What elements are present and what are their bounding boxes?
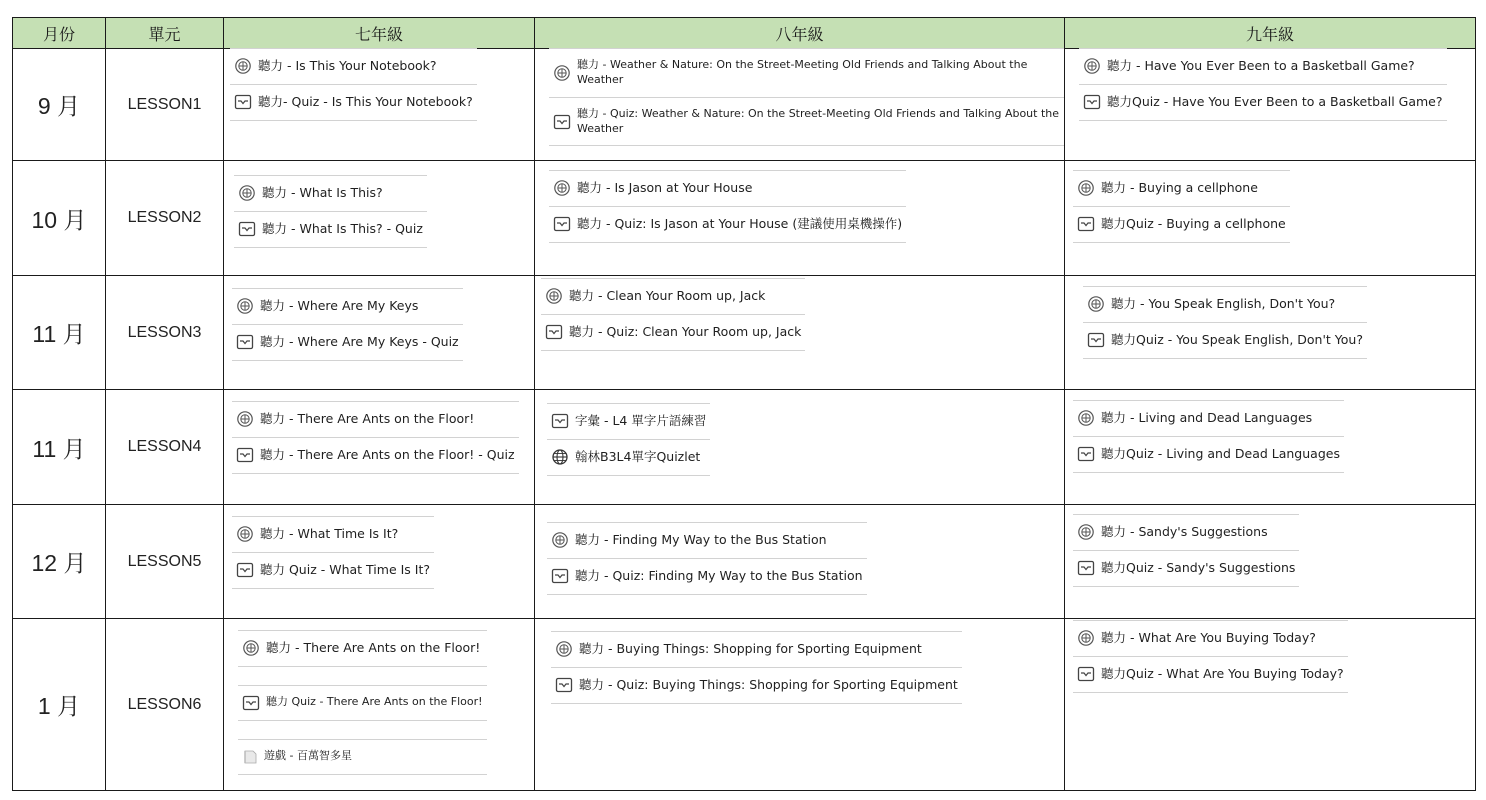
activity-link[interactable] bbox=[230, 48, 477, 85]
activity-link[interactable] bbox=[551, 667, 962, 704]
activity-list bbox=[1073, 515, 1299, 587]
activity-link[interactable] bbox=[232, 324, 463, 361]
header-grade-7: 七年級 bbox=[224, 18, 535, 49]
grade-7-activities-cell bbox=[224, 390, 535, 505]
activity-link[interactable] bbox=[232, 516, 434, 553]
activity-list bbox=[232, 289, 463, 361]
quiz-icon bbox=[551, 413, 569, 429]
lesson-row bbox=[13, 619, 1476, 791]
activity-list bbox=[238, 631, 487, 775]
activity-label: 聽力 - Sandy's Suggestions bbox=[1101, 524, 1268, 539]
activity-list bbox=[1073, 171, 1290, 243]
listening-icon bbox=[236, 298, 254, 314]
quiz-icon bbox=[236, 447, 254, 463]
quiz-icon bbox=[1087, 332, 1105, 348]
activity-link[interactable] bbox=[551, 631, 962, 668]
activity-label: 聽力 - Is This Your Notebook? bbox=[258, 58, 437, 73]
quiz-icon bbox=[1077, 666, 1095, 682]
quiz-icon bbox=[236, 562, 254, 578]
activity-link[interactable] bbox=[547, 403, 710, 440]
header-grade-8: 八年級 bbox=[535, 18, 1065, 49]
grade-9-activities-cell bbox=[1065, 390, 1476, 505]
listening-icon bbox=[553, 180, 571, 196]
grade-7-activities-cell bbox=[224, 505, 535, 619]
activity-label: 聽力 - There Are Ants on the Floor! bbox=[266, 640, 481, 655]
header-month: 月份 bbox=[13, 18, 106, 49]
activity-list bbox=[1073, 621, 1348, 693]
unit-cell: LESSON2 bbox=[106, 161, 224, 276]
listening-icon bbox=[555, 641, 573, 657]
activity-list bbox=[232, 402, 519, 474]
activity-link[interactable] bbox=[549, 206, 906, 243]
activity-label: 聽力 Quiz - There Are Ants on the Floor! bbox=[266, 695, 483, 709]
activity-link[interactable] bbox=[234, 175, 427, 212]
activity-label: 聽力 - Clean Your Room up, Jack bbox=[569, 288, 766, 303]
activity-list bbox=[230, 49, 477, 121]
activity-list bbox=[1083, 287, 1367, 359]
activity-list bbox=[232, 517, 434, 589]
unit-cell: LESSON5 bbox=[106, 505, 224, 619]
activity-label: 聽力Quiz - Buying a cellphone bbox=[1101, 215, 1286, 231]
listening-icon bbox=[1077, 180, 1095, 196]
activity-label: 聽力 - Living and Dead Languages bbox=[1101, 410, 1313, 425]
lesson-row bbox=[13, 390, 1476, 505]
activity-link[interactable] bbox=[1073, 550, 1299, 587]
activity-list bbox=[541, 279, 805, 351]
activity-label: 聽力 - What Time Is It? bbox=[260, 526, 399, 541]
month-cell: 10 月 bbox=[13, 161, 106, 276]
listening-icon bbox=[236, 411, 254, 427]
grade-8-activities-cell bbox=[535, 276, 1065, 390]
activity-list bbox=[1073, 401, 1344, 473]
activity-label: 聽力 - Finding My Way to the Bus Station bbox=[575, 532, 827, 547]
quiz-icon bbox=[1077, 216, 1095, 232]
lesson-row bbox=[13, 276, 1476, 390]
quiz-icon bbox=[545, 324, 563, 340]
activity-link[interactable] bbox=[232, 288, 463, 325]
activity-link[interactable] bbox=[547, 558, 867, 595]
activity-link[interactable] bbox=[1073, 400, 1344, 437]
quiz-icon bbox=[236, 334, 254, 350]
listening-icon bbox=[551, 532, 569, 548]
listening-icon bbox=[545, 288, 563, 304]
month-cell: 11 月 bbox=[13, 276, 106, 390]
activity-label: 聽力Quiz - Sandy's Suggestions bbox=[1101, 559, 1296, 575]
activity-link[interactable] bbox=[547, 522, 867, 559]
activity-link[interactable] bbox=[1083, 322, 1367, 359]
unit-cell: LESSON6 bbox=[106, 619, 224, 791]
header-row bbox=[13, 18, 1476, 49]
activity-label: 聽力 - Buying a cellphone bbox=[1101, 180, 1258, 195]
grade-8-activities-cell bbox=[535, 390, 1065, 505]
month-cell: 11 月 bbox=[13, 390, 106, 505]
activity-label: 聽力Quiz - You Speak English, Don't You? bbox=[1111, 331, 1363, 347]
activity-label: 聽力 Quiz - What Time Is It? bbox=[260, 561, 431, 577]
listening-icon bbox=[242, 640, 260, 656]
quiz-icon bbox=[1083, 94, 1101, 110]
activity-link[interactable] bbox=[234, 211, 427, 248]
grade-8-activities-cell bbox=[535, 161, 1065, 276]
unit-cell: LESSON3 bbox=[106, 276, 224, 390]
month-cell: 1 月 bbox=[13, 619, 106, 791]
activity-list bbox=[1079, 49, 1447, 121]
activity-label: 聽力 - Quiz: Finding My Way to the Bus Station bbox=[575, 567, 863, 583]
activity-link[interactable] bbox=[1073, 170, 1290, 207]
header-unit: 單元 bbox=[106, 18, 224, 49]
listening-icon bbox=[1077, 524, 1095, 540]
activity-label: 聽力Quiz - Have You Ever Been to a Basketball Game? bbox=[1107, 93, 1443, 109]
activity-label: 聽力 - Quiz: Clean Your Room up, Jack bbox=[569, 323, 802, 339]
activity-link[interactable] bbox=[549, 97, 1064, 147]
activity-label: 聽力 - Where Are My Keys - Quiz bbox=[260, 333, 459, 349]
grade-9-activities-cell bbox=[1065, 505, 1476, 619]
unit-cell: LESSON1 bbox=[106, 49, 224, 161]
listening-icon bbox=[1077, 630, 1095, 646]
listening-icon bbox=[234, 58, 252, 74]
activity-label: 字彙 - L4 單字片語練習 bbox=[575, 413, 707, 428]
activity-link[interactable] bbox=[541, 314, 805, 351]
quiz-icon bbox=[1077, 446, 1095, 462]
file-icon bbox=[242, 749, 258, 765]
lesson-schedule-table bbox=[12, 17, 1476, 791]
activity-label: 聽力- Quiz - Is This Your Notebook? bbox=[258, 93, 473, 109]
listening-icon bbox=[1077, 410, 1095, 426]
grade-7-activities-cell bbox=[224, 49, 535, 161]
grade-8-activities-cell bbox=[535, 49, 1065, 161]
quiz-icon bbox=[553, 216, 571, 232]
quiz-icon bbox=[234, 94, 252, 110]
activity-list bbox=[547, 523, 867, 595]
activity-link[interactable] bbox=[238, 739, 487, 775]
activity-link[interactable] bbox=[232, 552, 434, 589]
activity-label: 聽力 - There Are Ants on the Floor! bbox=[260, 411, 475, 426]
listening-icon bbox=[553, 65, 571, 81]
activity-list bbox=[549, 171, 906, 243]
activity-label: 聽力 - What Is This? - Quiz bbox=[262, 220, 423, 236]
activity-link[interactable] bbox=[232, 437, 519, 474]
listening-icon bbox=[1083, 58, 1101, 74]
activity-label: 聽力 - Where Are My Keys bbox=[260, 298, 419, 313]
grade-7-activities-cell bbox=[224, 161, 535, 276]
activity-link[interactable] bbox=[541, 278, 805, 315]
activity-link[interactable] bbox=[1073, 436, 1344, 473]
globe-icon bbox=[551, 449, 569, 465]
activity-label: 遊戲 - 百萬智多星 bbox=[264, 749, 352, 763]
activity-label: 翰林B3L4單字Quizlet bbox=[575, 448, 701, 464]
activity-link[interactable] bbox=[1079, 48, 1447, 85]
unit-cell: LESSON4 bbox=[106, 390, 224, 505]
quiz-icon bbox=[238, 221, 256, 237]
quiz-icon bbox=[551, 568, 569, 584]
activity-link[interactable] bbox=[230, 84, 477, 121]
grade-9-activities-cell bbox=[1065, 619, 1476, 791]
activity-link[interactable] bbox=[1083, 286, 1367, 323]
activity-list bbox=[547, 404, 710, 476]
activity-list bbox=[551, 632, 962, 704]
activity-label: 聽力 - You Speak English, Don't You? bbox=[1111, 296, 1336, 311]
activity-label: 聽力 - Quiz: Buying Things: Shopping for Sporting Equipment bbox=[579, 676, 958, 692]
lesson-row bbox=[13, 505, 1476, 619]
quiz-icon bbox=[242, 695, 260, 711]
activity-label: 聽力Quiz - Living and Dead Languages bbox=[1101, 445, 1340, 461]
listening-icon bbox=[236, 526, 254, 542]
activity-label: 聽力 - Have You Ever Been to a Basketball Game? bbox=[1107, 58, 1415, 73]
quiz-icon bbox=[555, 677, 573, 693]
activity-list bbox=[549, 49, 1064, 146]
grade-7-activities-cell bbox=[224, 276, 535, 390]
listening-icon bbox=[238, 185, 256, 201]
header-grade-9: 九年級 bbox=[1065, 18, 1476, 49]
grade-9-activities-cell bbox=[1065, 161, 1476, 276]
lesson-row bbox=[13, 161, 1476, 276]
activity-label: 聽力 - What Is This? bbox=[262, 185, 383, 200]
lesson-row bbox=[13, 49, 1476, 161]
month-cell: 9 月 bbox=[13, 49, 106, 161]
activity-link[interactable] bbox=[547, 439, 710, 476]
activity-link[interactable] bbox=[1073, 620, 1348, 657]
activity-label: 聽力 - Is Jason at Your House bbox=[577, 180, 753, 195]
grade-9-activities-cell bbox=[1065, 49, 1476, 161]
activity-label: 聽力 - Buying Things: Shopping for Sporting Equipment bbox=[579, 641, 922, 656]
activity-link[interactable] bbox=[1079, 84, 1447, 121]
activity-link[interactable] bbox=[1073, 514, 1299, 551]
activity-link[interactable] bbox=[232, 401, 519, 438]
activity-link[interactable] bbox=[238, 685, 487, 721]
activity-link[interactable] bbox=[1073, 656, 1348, 693]
activity-link[interactable] bbox=[549, 170, 906, 207]
activity-label: 聽力 - Quiz: Is Jason at Your House (建議使用桌機操作) bbox=[577, 215, 903, 231]
listening-icon bbox=[1087, 296, 1105, 312]
activity-link[interactable] bbox=[549, 48, 1064, 98]
quiz-icon bbox=[553, 114, 571, 130]
grade-7-activities-cell bbox=[224, 619, 535, 791]
activity-label: 聽力 - What Are You Buying Today? bbox=[1101, 630, 1316, 645]
activity-link[interactable] bbox=[1073, 206, 1290, 243]
activity-link[interactable] bbox=[238, 630, 487, 667]
grade-8-activities-cell bbox=[535, 505, 1065, 619]
grade-8-activities-cell bbox=[535, 619, 1065, 791]
activity-label: 聽力 - Quiz: Weather & Nature: On the Street-Meeting Old Friends and Talking About the Weather bbox=[577, 106, 1060, 135]
grade-9-activities-cell bbox=[1065, 276, 1476, 390]
quiz-icon bbox=[1077, 560, 1095, 576]
activity-list bbox=[234, 176, 427, 248]
activity-label: 聽力Quiz - What Are You Buying Today? bbox=[1101, 665, 1344, 681]
activity-label: 聽力 - Weather & Nature: On the Street-Meeting Old Friends and Talking About the Weather bbox=[577, 58, 1028, 86]
activity-label: 聽力 - There Are Ants on the Floor! - Quiz bbox=[260, 446, 515, 462]
month-cell: 12 月 bbox=[13, 505, 106, 619]
